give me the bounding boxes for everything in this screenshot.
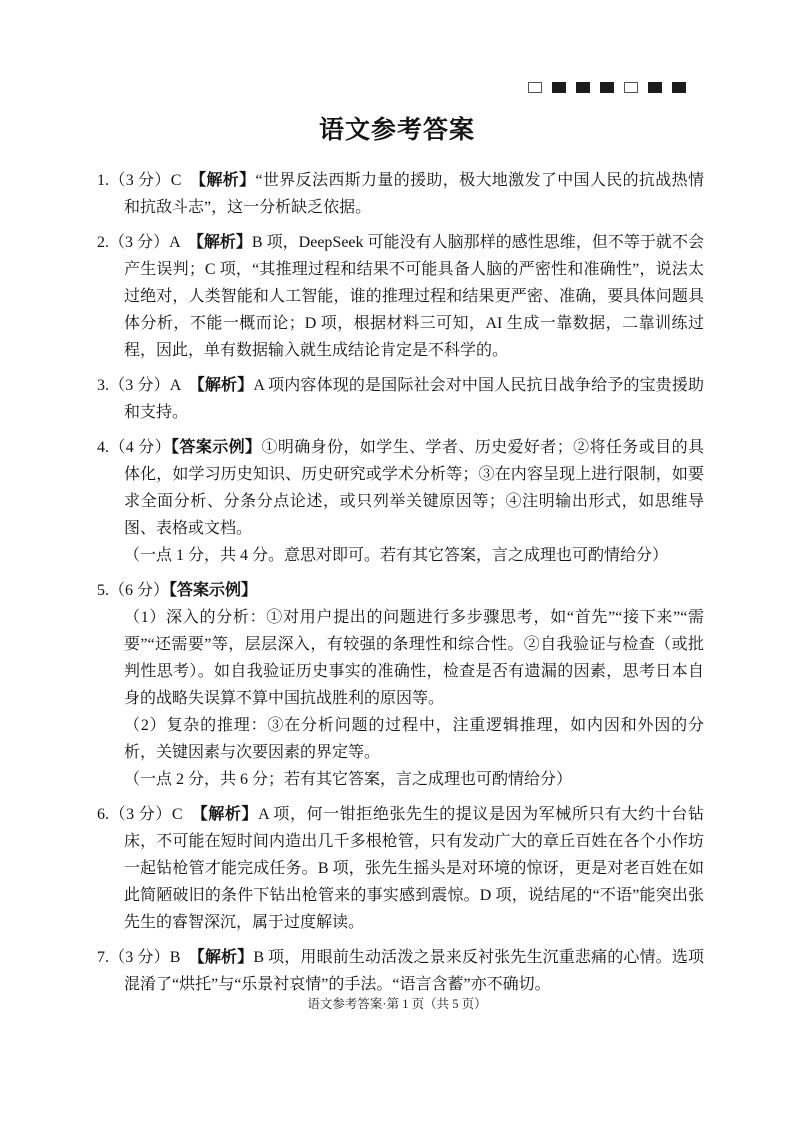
answer-text: 4.（4 分）	[97, 439, 172, 456]
answer-paragraph	[124, 604, 704, 712]
answer-text: （一点 2 分，共 6 分；若有其它答案，言之成理也可酌情给分）	[124, 771, 573, 788]
answer-text: A 项内容体现的是国际社会对中国人民抗日战争给予的宝贵援助和支持。	[124, 377, 704, 421]
registration-mark-solid	[600, 82, 614, 93]
registration-mark-solid	[672, 82, 686, 93]
answer-text: B 项，用眼前生动活泼之景来反衬张先生沉重悲痛的心情。选项混淆了“烘托”与“乐景衬哀情”的手法。“语言含蓄”亦不确切。	[124, 949, 704, 993]
answer-item	[97, 944, 704, 998]
registration-mark-solid	[648, 82, 662, 93]
answer-label: 【答案示例】	[169, 582, 258, 599]
answer-label: 【答案示例】	[171, 439, 262, 456]
answer-paragraph	[97, 434, 704, 542]
answer-text: （一点 1 分，共 4 分。意思对即可。若有其它答案，言之成理也可酌情给分）	[124, 547, 669, 564]
answer-text: 1.（3 分）C	[97, 172, 199, 189]
answer-item	[97, 577, 704, 793]
answer-paragraph	[97, 167, 704, 221]
page-footer: 语文参考答案·第 1 页（共 5 页）	[307, 997, 487, 1011]
registration-mark-solid	[552, 82, 566, 93]
answer-paragraph	[97, 944, 704, 998]
answer-text: 7.（3 分）B	[97, 949, 197, 966]
answer-label: 【解析】	[198, 172, 256, 189]
answer-paragraph	[124, 542, 704, 569]
answer-label: 【解析】	[196, 377, 254, 394]
answer-item	[97, 372, 704, 426]
answer-paragraph	[124, 766, 704, 793]
answer-text: 3.（3 分）A	[97, 377, 197, 394]
answer-text: “世界反法西斯力量的援助，极大地激发了中国人民的抗战热情和抗敌斗志”，这一分析缺乏依据。	[124, 172, 704, 216]
answer-text: 6.（3 分）C	[97, 806, 200, 823]
answer-paragraph	[97, 372, 704, 426]
answer-item	[97, 229, 704, 364]
answer-text: A 项，何一钳拒绝张先生的提议是因为军械所只有大约十台钻床，不可能在短时间内造出几千多根枪管，只有发动广大的章丘百姓在各个小作坊一起钻枪管才能完成任务。B 项，张先生摇头是对环境的惊讶，更是对老百姓在如此简陋破旧的条件下钻出枪管来的事实感到震惊。D 项，说结尾的“不语”能突出张先生的睿智深沉，属于过度解读。	[124, 806, 704, 931]
answer-label: 【解析】	[195, 234, 252, 251]
registration-mark-solid	[576, 82, 590, 93]
answer-text: （1）深入的分析：①对用户提出的问题进行多步骤思考，如“首先”“接下来”“需要”“还需要”等，层层深入，有较强的条理性和综合性。②自我验证与检查（或批判性思考）。如自我验证历史事实的准确性，检查是否有遗漏的因素，思考日本自身的战略失误算不算中国抗战胜利的原因等。	[124, 609, 704, 707]
answer-paragraph	[124, 712, 704, 766]
scan-registration-marks	[528, 82, 686, 93]
registration-mark-outline	[624, 82, 638, 93]
answer-text: 2.（3 分）A	[97, 234, 196, 251]
answer-paragraph	[97, 801, 704, 936]
page-title: 语文参考答案	[318, 117, 475, 144]
answer-paragraph	[97, 577, 704, 604]
registration-mark-outline	[528, 82, 542, 93]
answer-label: 【解析】	[199, 806, 259, 823]
answer-item	[97, 801, 704, 936]
answer-text: （2）复杂的推理：③在分析问题的过程中，注重逻辑推理，如内因和外因的分析，关键因素与次要因素的界定等。	[124, 717, 704, 761]
answer-item	[97, 167, 704, 221]
answer-label: 【解析】	[196, 949, 254, 966]
answer-text: B 项，DeepSeek 可能没有人脑那样的感性思维，但不等于就不会产生误判；C 项，“其推理过程和结果不可能具备人脑的严密性和准确性”，说法太过绝对，人类智能和人工智能，谁的推理过程和结果更严密、准确，要具体问题具体分析，不能一概而论；D 项，根据材料三可知，AI 生成一靠数据，二靠训练过程，因此，单有数据输入就生成结论肯定是不科学的。	[124, 234, 704, 359]
answer-paragraph	[97, 229, 704, 364]
answer-text: 5.（6 分）	[97, 582, 170, 599]
answer-text: ①明确身份，如学生、学者、历史爱好者；②将任务或目的具体化，如学习历史知识、历史研究或学术分析等；③在内容呈现上进行限制，如要求全面分析、分条分点论述，或只列举关键原因等；④注明输出形式，如思维导图、表格或文档。	[124, 439, 704, 537]
answer-list	[97, 167, 704, 998]
answer-item	[97, 434, 704, 569]
